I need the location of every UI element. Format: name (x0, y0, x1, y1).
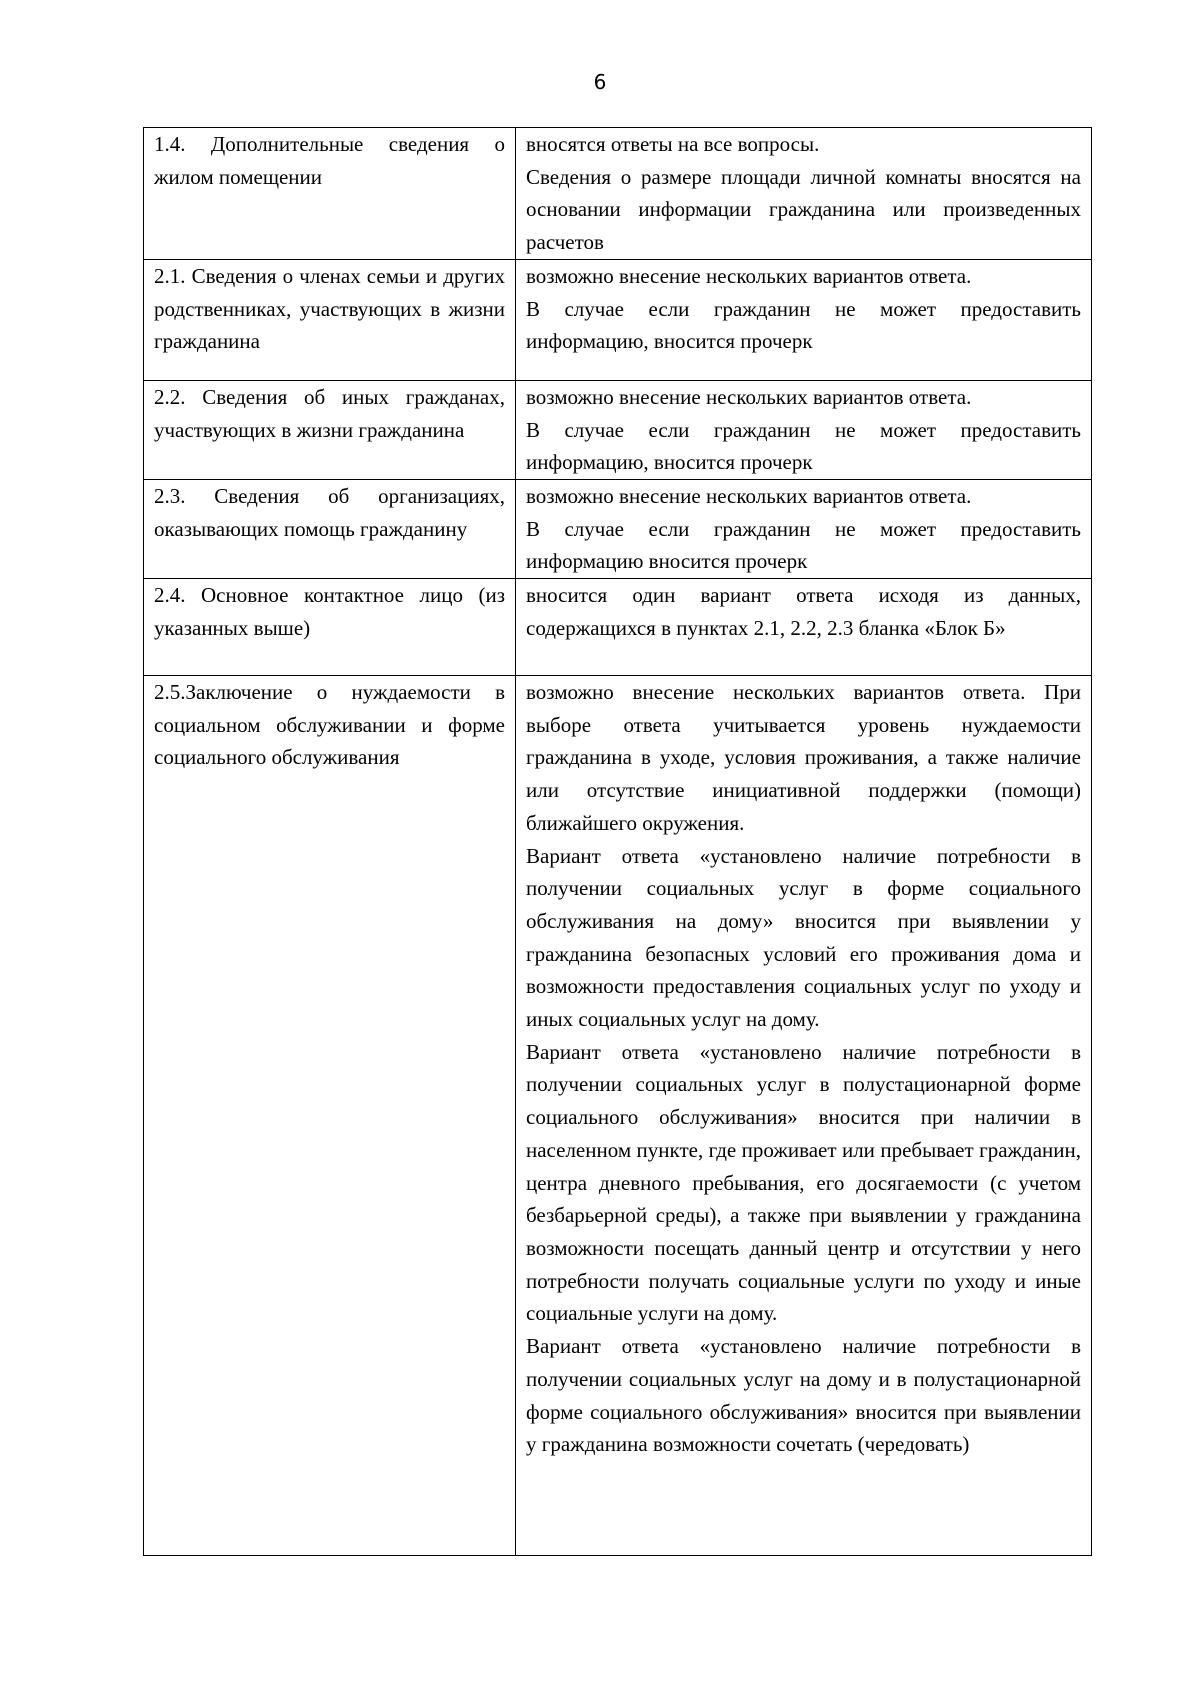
row-label: 2.1. Сведения о членах семьи и других родственниках, участвующих в жизни гражданина (144, 259, 516, 380)
instructions-table (143, 127, 1092, 1556)
row-label: 2.3. Сведения об организациях, оказывающих помощь гражданину (144, 479, 516, 578)
row-description: возможно внесение нескольких вариантов ответа. В случае если гражданин не может предоставить информацию вносится прочерк (516, 479, 1092, 578)
row-description: возможно внесение нескольких вариантов ответа. В случае если гражданин не может предоставить информацию, вносится прочерк (516, 380, 1092, 479)
table-row (144, 128, 1092, 260)
row-description: вносятся ответы на все вопросы. Сведения о размере площади личной комнаты вносятся на основании информации гражданина или произведенных расчетов (516, 128, 1092, 260)
row-label: 2.4. Основное контактное лицо (из указанных выше) (144, 579, 516, 676)
table-row (144, 380, 1092, 479)
table-row (144, 676, 1092, 1556)
row-description: возможно внесение нескольких вариантов ответа. В случае если гражданин не может предоставить информацию, вносится прочерк (516, 259, 1092, 380)
row-description: вносится один вариант ответа исходя из данных, содержащихся в пунктах 2.1, 2.2, 2.3 бланка «Блок Б» (516, 579, 1092, 676)
row-description: возможно внесение нескольких вариантов ответа. При выборе ответа учитывается уровень нуждаемости гражданина в уходе, условия проживания, а также наличие или отсутствие инициативной поддержки (помощи) ближайшего окружения. Вариант ответа «установлено наличие потребности в получении социальных услуг в форме социального обслуживания на дому» вносится при выявлении у гражданина безопасных условий его проживания дома и возможности предоставления социальных услуг по уходу и иных социальных услуг на дому. Вариант ответа «установлено наличие потребности в получении социальных услуг в полустационарной форме социального обслуживания» вносится при наличии в населенном пункте, где проживает или пребывает гражданин, центра дневного пребывания, его досягаемости (с учетом безбарьерной среды), а также при выявлении у гражданина возможности посещать данный центр и отсутствии у него потребности получать социальные услуги по уходу и иные социальные услуги на дому. Вариант ответа «установлено наличие потребности в получении социальных услуг на дому и в полустационарной форме социального обслуживания» вносится при выявлении у гражданина возможности сочетать (чередовать) (516, 676, 1092, 1556)
row-label: 2.2. Сведения об иных гражданах, участвующих в жизни гражданина (144, 380, 516, 479)
page-number: 6 (593, 70, 607, 94)
table-row (144, 579, 1092, 676)
table-row (144, 479, 1092, 578)
row-label: 2.5.Заключение о нуждаемости в социальном обслуживании и форме социального обслуживания (144, 676, 516, 1556)
table-row (144, 259, 1092, 380)
row-label: 1.4. Дополнительные сведения о жилом помещении (144, 128, 516, 260)
